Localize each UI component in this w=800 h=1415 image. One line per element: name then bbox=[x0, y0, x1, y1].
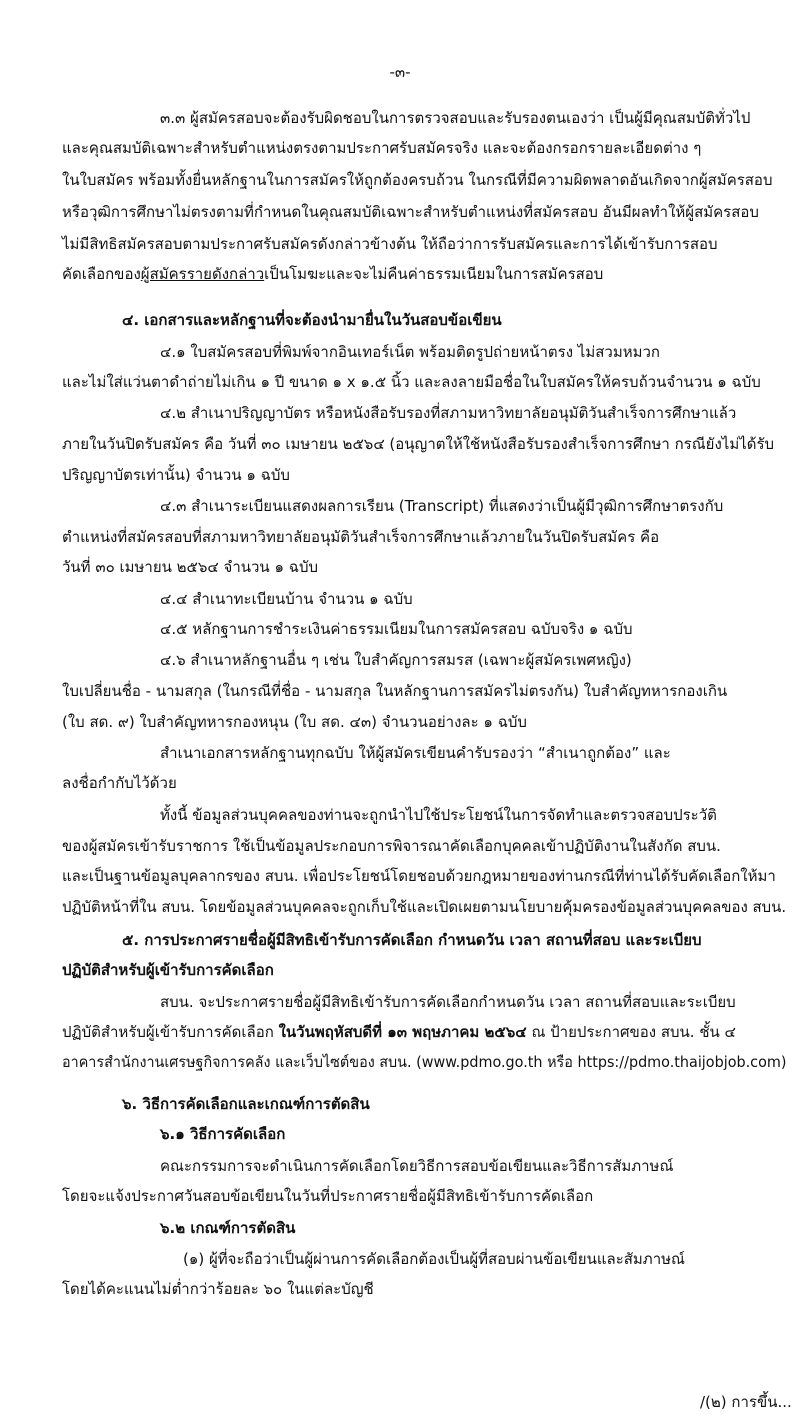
paragraph-line: ลงชื่อกำกับไว้ด้วย bbox=[62, 774, 177, 792]
paragraph-line: ภายในวันปิดรับสมัคร คือ วันที่ ๓๐ เมษายน ๒๕๖๔ (อนุญาตให้ใช้หนังสือรับรองสำเร็จการศึกษา กรณียังไม่ได้รับ bbox=[62, 435, 775, 453]
text-segment: ปฏิบัติสำหรับผู้เข้ารับการคัดเลือก bbox=[62, 1023, 279, 1041]
paragraph-line: ตำแหน่งที่สมัครสอบที่สภามหาวิทยาลัยอนุมัติวันสำเร็จการศึกษาแล้วภายในวันปิดรับสมัคร คือ bbox=[62, 528, 660, 546]
page-number: -๓- bbox=[389, 63, 411, 81]
paragraph-line: โดยจะแจ้งประกาศวันสอบข้อเขียนในวันที่ประกาศรายชื่อผู้มีสิทธิเข้ารับการคัดเลือก bbox=[62, 1187, 594, 1205]
subsection-heading: ๖.๒ เกณฑ์การตัดสิน bbox=[160, 1219, 296, 1237]
paragraph-line: และไม่ใส่แว่นตาดำถ่ายไม่เกิน ๑ ปี ขนาด ๑ x ๑.๕ นิ้ว และลงลายมือชื่อในใบสมัครให้ครบถ้วนจำนวน ๑ ฉบับ bbox=[62, 373, 761, 391]
paragraph-line: (ใบ สด. ๙) ใบสำคัญทหารกองหนุน (ใบ สด. ๔๓) จำนวนอย่างละ ๑ ฉบับ bbox=[62, 713, 527, 731]
section-heading: ๔. เอกสารและหลักฐานที่จะต้องนำมายื่นในวันสอบข้อเขียน bbox=[122, 311, 502, 329]
paragraph-line: อาคารสำนักงานเศรษฐกิจการคลัง และเว็บไซต์ของ สบน. (www.pdmo.go.th หรือ https://pdmo.thaijobjob.com) bbox=[62, 1053, 787, 1071]
text-segment: เป็นโมฆะและจะไม่คืนค่าธรรมเนียมในการสมัครสอบ bbox=[264, 265, 604, 283]
section-heading: ๖. วิธีการคัดเลือกและเกณฑ์การตัดสิน bbox=[122, 1095, 370, 1113]
paragraph-line: ๔.๒ สำเนาปริญญาบัตร หรือหนังสือรับรองที่สภามหาวิทยาลัยอนุมัติวันสำเร็จการศึกษาแล้ว bbox=[160, 404, 737, 422]
paragraph-line: ปริญญาบัตรเท่านั้น) จำนวน ๑ ฉบับ bbox=[62, 466, 290, 484]
paragraph-line: และคุณสมบัติเฉพาะสำหรับตำแหน่งตรงตามประกาศรับสมัครจริง และจะต้องกรอกรายละเอียดต่าง ๆ bbox=[62, 139, 702, 157]
underlined-text: ผู้สมัครรายดังกล่าว bbox=[140, 265, 265, 283]
announcement-date: ในวันพฤหัสบดีที่ ๑๓ พฤษภาคม ๒๕๖๔ bbox=[278, 1023, 527, 1041]
continuation-note: /(๒) การขึ้น... bbox=[700, 1393, 792, 1411]
paragraph-line: ๔.๑ ใบสมัครสอบที่พิมพ์จากอินเทอร์เน็ต พร้อมติดรูปถ่ายหน้าตรง ไม่สวมหมวก bbox=[160, 343, 660, 361]
paragraph-line: (๑) ผู้ที่จะถือว่าเป็นผู้ผ่านการคัดเลือกต้องเป็นผู้ที่สอบผ่านข้อเขียนและสัมภาษณ์ bbox=[183, 1250, 685, 1268]
paragraph-line: สำเนาเอกสารหลักฐานทุกฉบับ ให้ผู้สมัครเขียนคำรับรองว่า “สำเนาถูกต้อง” และ bbox=[160, 744, 671, 762]
paragraph-line: หรือวุฒิการศึกษาไม่ตรงตามที่กำหนดในคุณสมบัติเฉพาะสำหรับตำแหน่งที่สมัครสอบ อันมีผลทำให้ผู้สมัครสอบ bbox=[62, 203, 759, 221]
text-segment: ณ ป้ายประกาศของ สบน. ชั้น ๔ bbox=[526, 1023, 736, 1041]
paragraph-line: ๓.๓ ผู้สมัครสอบจะต้องรับผิดชอบในการตรวจสอบและรับรองตนเองว่า เป็นผู้มีคุณสมบัติทั่วไป bbox=[160, 109, 751, 127]
paragraph-line: และเป็นฐานข้อมูลบุคลากรของ สบน. เพื่อประโยชน์โดยชอบด้วยกฎหมายของท่านกรณีที่ท่านได้รับคัดเลือกให้มา bbox=[62, 867, 776, 885]
paragraph-line: ใบเปลี่ยนชื่อ - นามสกุล (ในกรณีที่ชื่อ - นามสกุล ในหลักฐานการสมัครไม่ตรงกัน) ใบสำคัญทหารกองเกิน bbox=[62, 682, 728, 700]
paragraph-line bbox=[62, 1022, 736, 1042]
paragraph-line: ๔.๖ สำเนาหลักฐานอื่น ๆ เช่น ใบสำคัญการสมรส (เฉพาะผู้สมัครเพศหญิง) bbox=[160, 651, 632, 669]
paragraph-line bbox=[62, 264, 603, 284]
section-heading: ๕. การประกาศรายชื่อผู้มีสิทธิเข้ารับการคัดเลือก กำหนดวัน เวลา สถานที่สอบ และระเบียบ bbox=[122, 931, 702, 949]
paragraph-line: ของผู้สมัครเข้ารับราชการ ใช้เป็นข้อมูลประกอบการพิจารณาคัดเลือกบุคคลเข้าปฏิบัติงานในสังกัด สบน. bbox=[62, 837, 721, 855]
paragraph-line: ปฏิบัติหน้าที่ใน สบน. โดยข้อมูลส่วนบุคคลจะถูกเก็บใช้และเปิดเผยตามนโยบายคุ้มครองข้อมูลส่วนบุคคลของ สบน. bbox=[62, 898, 787, 916]
paragraph-line: ไม่มีสิทธิสมัครสอบตามประกาศรับสมัครดังกล่าวข้างต้น ให้ถือว่าการรับสมัครและการได้เข้ารับการสอบ bbox=[62, 235, 718, 253]
section-heading-cont: ปฏิบัติสำหรับผู้เข้ารับการคัดเลือก bbox=[62, 961, 274, 979]
paragraph-line: สบน. จะประกาศรายชื่อผู้มีสิทธิเข้ารับการคัดเลือกกำหนดวัน เวลา สถานที่สอบและระเบียบ bbox=[160, 993, 736, 1011]
paragraph-line: ๔.๕ หลักฐานการชำระเงินค่าธรรมเนียมในการสมัครสอบ ฉบับจริง ๑ ฉบับ bbox=[160, 620, 633, 638]
paragraph-line: ๔.๓ สำเนาระเบียนแสดงผลการเรียน (Transcript) ที่แสดงว่าเป็นผู้มีวุฒิการศึกษาตรงกับ bbox=[160, 497, 724, 515]
paragraph-line: ๔.๔ สำเนาทะเบียนบ้าน จำนวน ๑ ฉบับ bbox=[160, 590, 413, 608]
paragraph-line: คณะกรรมการจะดำเนินการคัดเลือกโดยวิธีการสอบข้อเขียนและวิธีการสัมภาษณ์ bbox=[160, 1157, 674, 1175]
paragraph-line: โดยได้คะแนนไม่ต่ำกว่าร้อยละ ๖๐ ในแต่ละบัญชี bbox=[62, 1280, 374, 1298]
text-segment: คัดเลือกของ bbox=[62, 265, 141, 283]
paragraph-line: วันที่ ๓๐ เมษายน ๒๕๖๔ จำนวน ๑ ฉบับ bbox=[62, 558, 318, 576]
subsection-heading: ๖.๑ วิธีการคัดเลือก bbox=[160, 1125, 286, 1143]
paragraph-line: ทั้งนี้ ข้อมูลส่วนบุคคลของท่านจะถูกนำไปใช้ประโยชน์ในการจัดทำและตรวจสอบประวัติ bbox=[160, 806, 717, 824]
paragraph-line: ในใบสมัคร พร้อมทั้งยื่นหลักฐานในการสมัครให้ถูกต้องครบถ้วน ในกรณีที่มีความผิดพลาดอันเกิดจากผู้สมัครสอบ bbox=[62, 171, 773, 189]
